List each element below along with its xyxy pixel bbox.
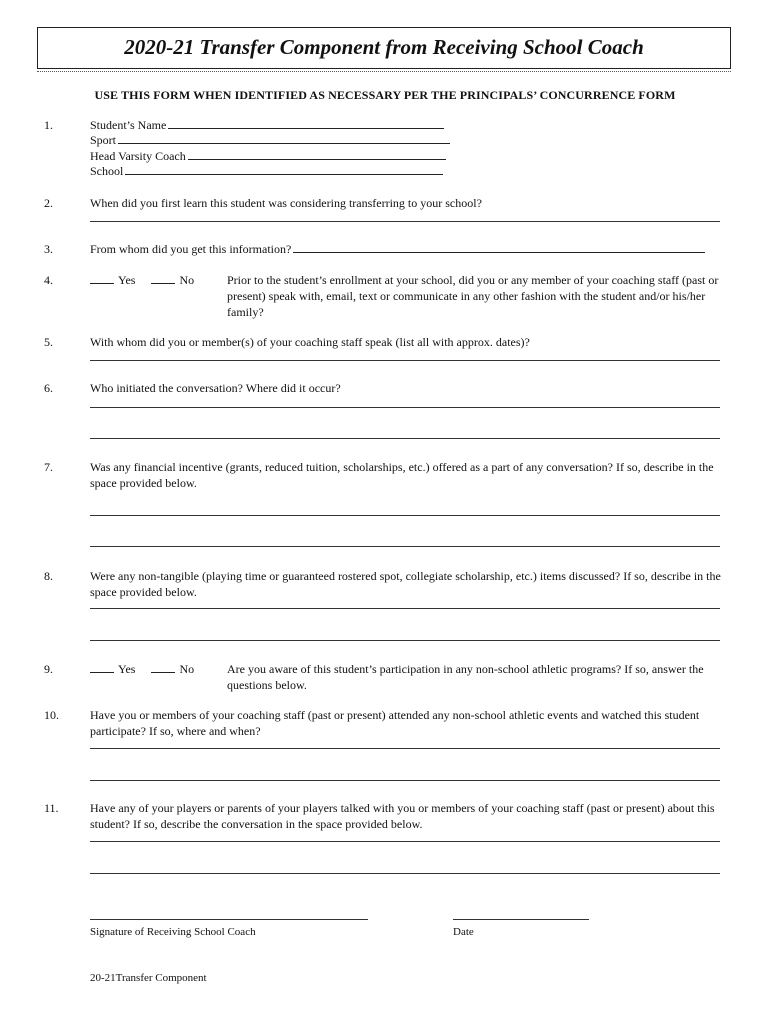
- page-footer: 20-21Transfer Component: [90, 972, 207, 984]
- yes-no-choice[interactable]: [90, 661, 194, 677]
- question-number: 9.: [44, 662, 53, 676]
- no-label: No: [179, 662, 195, 676]
- answer-line[interactable]: [90, 608, 720, 609]
- question-number: 4.: [44, 273, 53, 287]
- school-input[interactable]: [125, 163, 443, 175]
- answer-line[interactable]: [90, 640, 720, 641]
- question-text: With whom did you or member(s) of your coaching staff speak (list all with approx. dates)?: [90, 335, 530, 349]
- question-number: 7.: [44, 460, 53, 474]
- question-number: 2.: [44, 196, 53, 210]
- no-blank[interactable]: [151, 272, 175, 284]
- sport-input[interactable]: [118, 132, 450, 144]
- answer-line[interactable]: [293, 241, 705, 253]
- field-label: School: [90, 164, 124, 178]
- answer-line[interactable]: [90, 780, 720, 781]
- field-student-name[interactable]: [90, 117, 444, 133]
- yes-blank[interactable]: [90, 272, 114, 284]
- no-blank[interactable]: [151, 661, 175, 673]
- question-number: 3.: [44, 242, 53, 256]
- question-number: 8.: [44, 569, 53, 583]
- answer-line[interactable]: [90, 546, 720, 547]
- answer-line[interactable]: [90, 221, 720, 222]
- question-text: Was any financial incentive (grants, reduced tuition, scholarships, etc.) offered as a part of any conversation? If so, describe in the space provided below.: [90, 460, 714, 490]
- form-title: 2020-21 Transfer Component from Receiving School Coach: [124, 35, 644, 59]
- question-text: Are you aware of this student’s participation in any non-school athletic programs? If so, answer the questions below.: [227, 662, 704, 692]
- form-instruction: USE THIS FORM WHEN IDENTIFIED AS NECESSARY PER THE PRINCIPALS’ CONCURRENCE FORM: [94, 88, 676, 102]
- question-number: 11.: [44, 801, 59, 815]
- field-label: Student’s Name: [90, 118, 167, 132]
- question-number: 10.: [44, 708, 59, 722]
- answer-line[interactable]: [90, 748, 720, 749]
- student-name-input[interactable]: [168, 117, 444, 129]
- date-line[interactable]: [453, 919, 589, 920]
- field-label: Sport: [90, 133, 117, 147]
- question-text: From whom did you get this information?: [90, 242, 292, 256]
- title-box: [37, 27, 731, 69]
- no-label: No: [179, 273, 195, 287]
- answer-line[interactable]: [90, 438, 720, 439]
- question-row: [90, 241, 705, 257]
- answer-line[interactable]: [90, 873, 720, 874]
- answer-line[interactable]: [90, 841, 720, 842]
- title-divider: [37, 71, 731, 72]
- field-school[interactable]: [90, 163, 443, 179]
- question-number: 5.: [44, 335, 53, 349]
- coach-signature-label: Signature of Receiving School Coach: [90, 926, 256, 938]
- date-label: Date: [453, 926, 474, 938]
- yes-label: Yes: [118, 662, 136, 676]
- coach-input[interactable]: [188, 148, 446, 160]
- question-text: Have you or members of your coaching staff (past or present) attended any non-school athletic events and watched this student participate? If so, where and when?: [90, 708, 700, 738]
- question-text: When did you first learn this student was considering transferring to your school?: [90, 196, 482, 210]
- yes-label: Yes: [118, 273, 136, 287]
- field-head-varsity-coach[interactable]: [90, 148, 446, 164]
- answer-line[interactable]: [90, 515, 720, 516]
- yes-blank[interactable]: [90, 661, 114, 673]
- field-label: Head Varsity Coach: [90, 149, 186, 163]
- question-number: 6.: [44, 381, 53, 395]
- coach-signature-line[interactable]: [90, 919, 368, 920]
- question-text: Were any non-tangible (playing time or guaranteed rostered spot, collegiate scholarship, etc.) items discussed? If so, describe in the space provided below.: [90, 569, 721, 599]
- question-text: Have any of your players or parents of your players talked with you or members of your coaching staff (past or present) about this student? If so, describe the conversation in the space provided below.: [90, 801, 715, 831]
- field-sport[interactable]: [90, 132, 450, 148]
- question-number: 1.: [44, 118, 53, 132]
- question-text: Who initiated the conversation? Where did it occur?: [90, 381, 341, 395]
- question-text: Prior to the student’s enrollment at your school, did you or any member of your coaching staff (past or present) speak with, email, text or communicate in any other fashion with the student and/or his/her family?: [227, 273, 719, 319]
- yes-no-choice[interactable]: [90, 272, 194, 288]
- answer-line[interactable]: [90, 407, 720, 408]
- answer-line[interactable]: [90, 360, 720, 361]
